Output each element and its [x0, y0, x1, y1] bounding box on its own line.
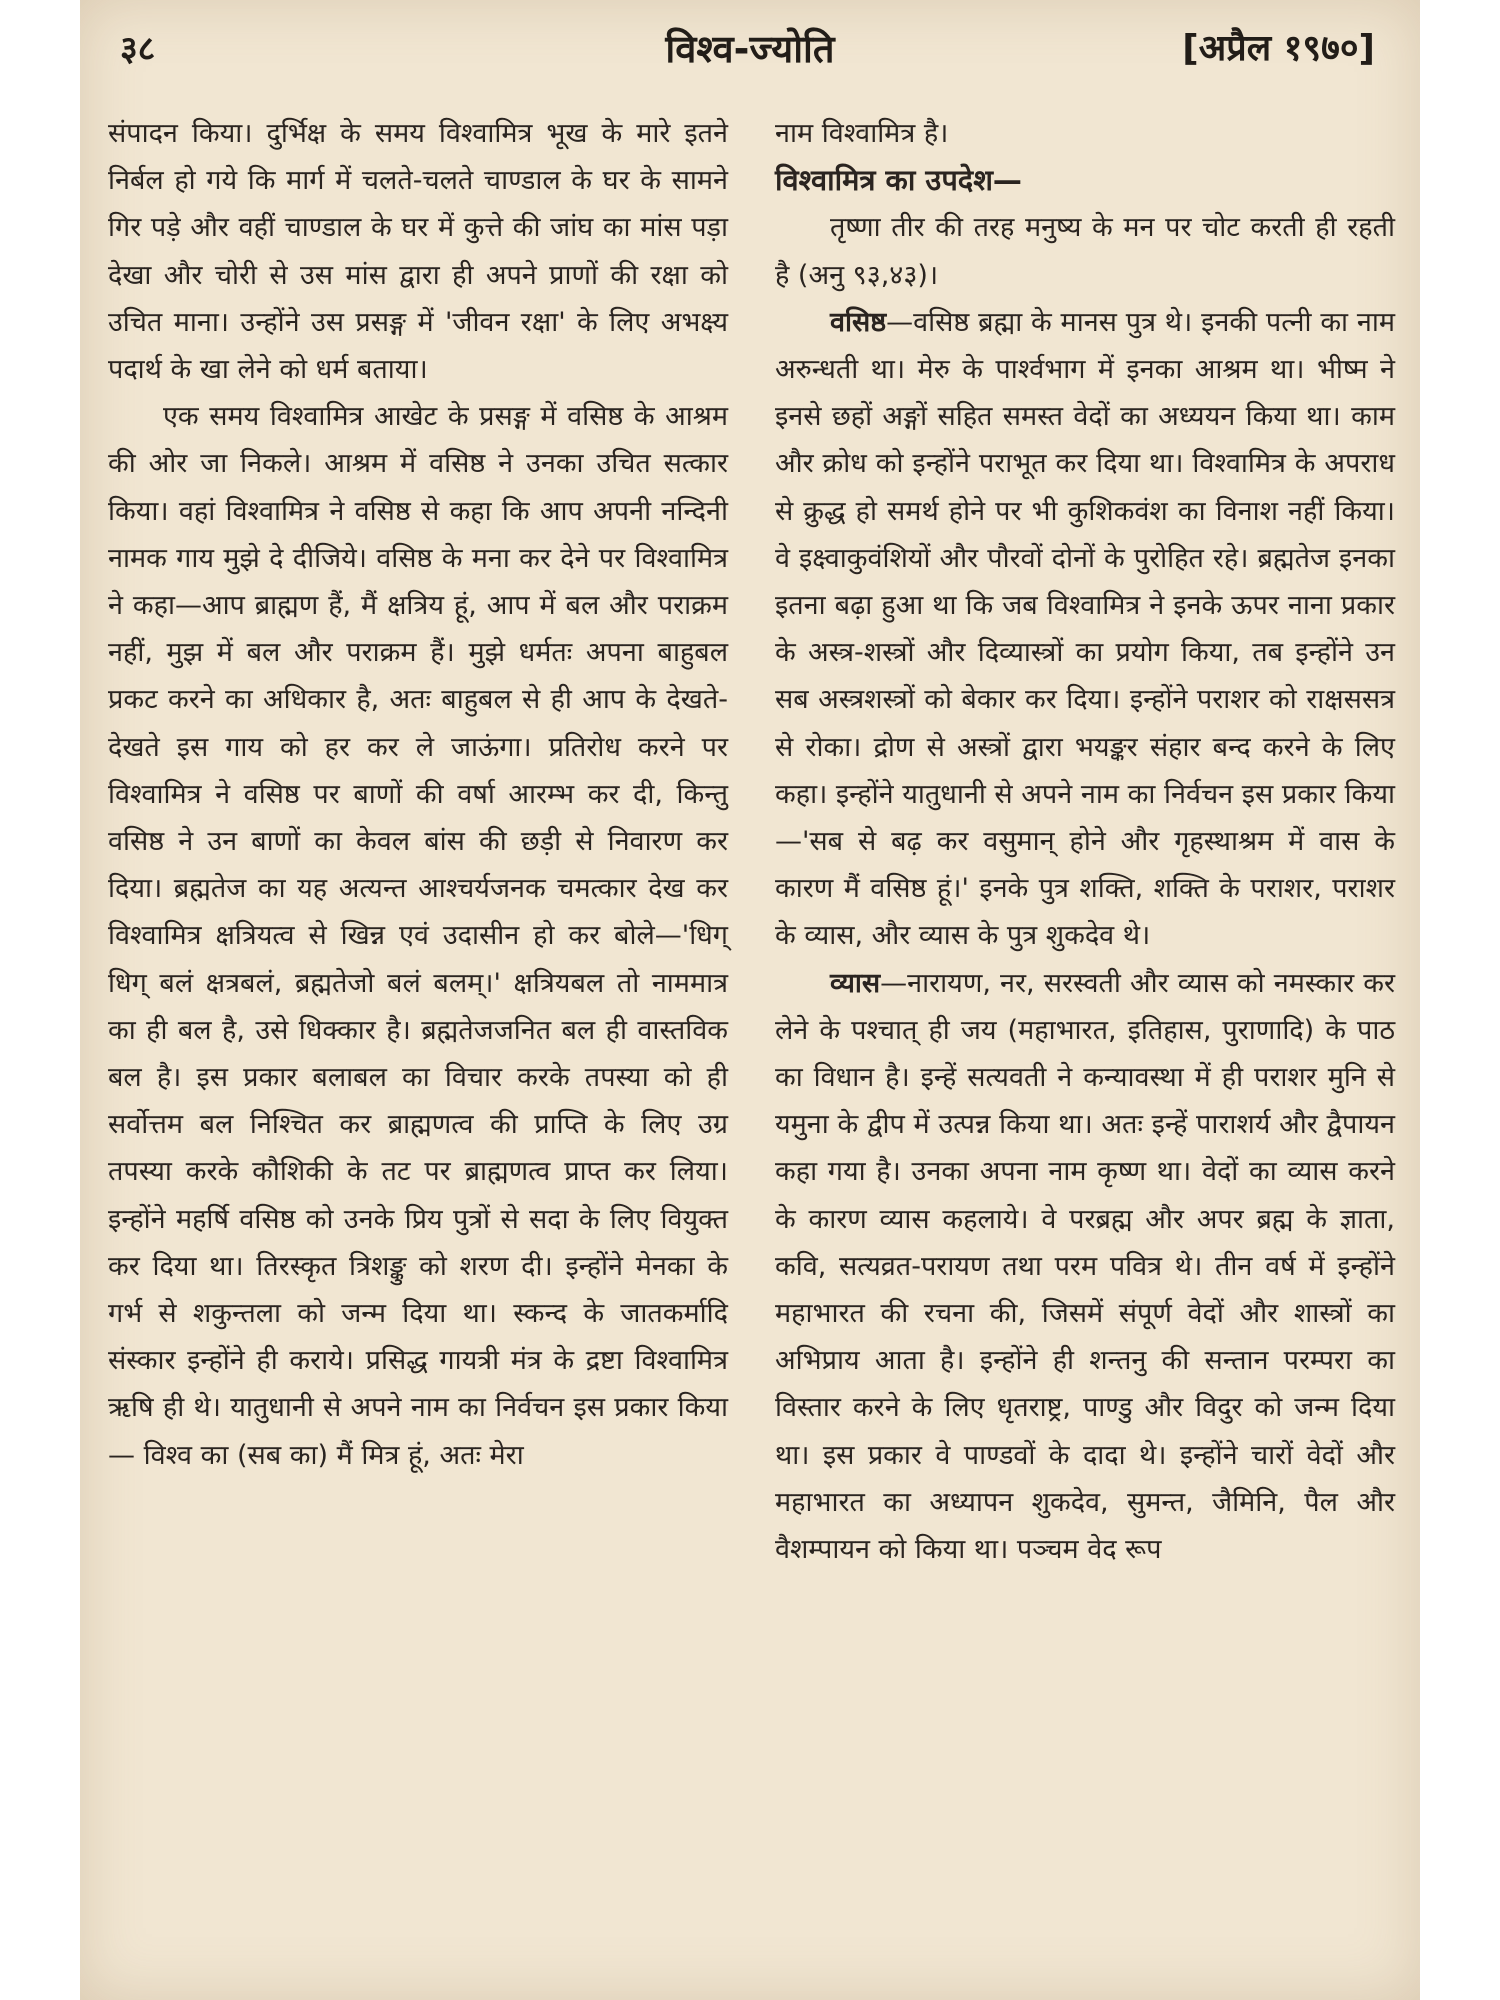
page-number: ३८ [120, 29, 156, 69]
left-paragraph: एक समय विश्वामित्र आखेट के प्रसङ्ग में वसिष्ठ के आश्रम की ओर जा निकले। आश्रम में वसिष्ठ ने उनका उचित सत्कार किया। वहां विश्वामित्र ने वसिष्ठ से कहा कि आप अपनी नन्दिनी नामक गाय मुझे दे दीजिये। वसिष्ठ के मना कर देने पर विश्वामित्र ने कहा—आप ब्राह्मण हैं, मैं क्षत्रिय हूं, आप में बल और पराक्रम नहीं, मुझ में बल और पराक्रम हैं। मुझे धर्मतः अपना बाहुबल प्रकट करने का अधिकार है, अतः बाहुबल से ही आप के देखते-देखते इस गाय को हर कर ले जाऊंगा। प्रतिरोध करने पर विश्वामित्र ने वसिष्ठ पर बाणों की वर्षा आरम्भ कर दी, किन्तु वसिष्ठ ने उन बाणों का केवल बांस की छड़ी से निवारण कर दिया। ब्रह्मतेज का यह अत्यन्त आश्चर्यजनक चमत्कार देख कर विश्वामित्र क्षत्रियत्व से खिन्न एवं उदासीन हो कर बोले—'धिग् धिग् बलं क्षत्रबलं, ब्रह्मतेजो बलं बलम्।' क्षत्रियबल तो नाममात्र का ही बल है, उसे धिक्कार है। ब्रह्मतेजजनित बल ही वास्तविक बल है। इस प्रकार बलाबल का विचार करके तपस्या को ही सर्वोत्तम बल निश्चित कर ब्राह्मणत्व की प्राप्ति के लिए उग्र तपस्या करके कौशिकी के तट पर ब्राह्मणत्व प्राप्त कर लिया। इन्होंने महर्षि वसिष्ठ को उनके प्रिय पुत्रों से सदा के लिए वियुक्त कर दिया था। तिरस्कृत त्रिशङ्कु को शरण दी। इन्होंने मेनका के गर्भ से शकुन्तला को जन्म दिया था। स्कन्द के जातकर्मादि संस्कार इन्होंने ही कराये। प्रसिद्ध गायत्री मंत्र के द्रष्टा विश्वामित्र ऋषि ही थे। यातुधानी से अपने नाम का निर्वचन इस प्रकार किया— विश्व का (सब का) मैं मित्र हूं, अतः मेरा [108, 401, 728, 1471]
vasishtha-paragraph [775, 299, 1395, 960]
right-paragraph: तृष्णा तीर की तरह मनुष्य के मन पर चोट करती ही रहती है (अनु ९३,४३)। [775, 212, 1395, 291]
vasishtha-term: वसिष्ठ [830, 306, 887, 338]
magazine-page [80, 0, 1420, 2000]
vyasa-term: व्यास [830, 967, 881, 999]
vasishtha-text: —वसिष्ठ ब्रह्मा के मानस पुत्र थे। इनकी पत्नी का नाम अरुन्धती था। मेरु के पार्श्वभाग में इनका आश्रम था। भीष्म ने इनसे छहों अङ्गों सहित समस्त वेदों का अध्ययन किया था। काम और क्रोध को इन्होंने पराभूत कर दिया था। विश्वामित्र के अपराध से क्रुद्ध हो समर्थ होने पर भी कुशिकवंश का विनाश नहीं किया। वे इक्ष्वाकुवंशियों और पौरवों दोनों के पुरोहित रहे। ब्रह्मतेज इनका इतना बढ़ा हुआ था कि जब विश्वामित्र ने इनके ऊपर नाना प्रकार के अस्त्र-शस्त्रों और दिव्यास्त्रों का प्रयोग किया, तब इन्होंने उन सब अस्त्रशस्त्रों को बेकार कर दिया। इन्होंने पराशर को राक्षससत्र से रोका। द्रोण से अस्त्रों द्वारा भयङ्कर संहार बन्द करने के लिए कहा। इन्होंने यातुधानी से अपने नाम का निर्वचन इस प्रकार किया—'सब से बढ़ कर वसुमान् होने और गृहस्थाश्रम में वास के कारण मैं वसिष्ठ हूं।' इनके पुत्र शक्ति, शक्ति के पराशर, पराशर के व्यास, और व्यास के पुत्र शुकदेव थे। [775, 306, 1395, 952]
left-column [108, 110, 728, 1479]
vyasa-text: —नारायण, नर, सरस्वती और व्यास को नमस्कार कर लेने के पश्चात् ही जय (महाभारत, इतिहास, पुराणादि) के पाठ का विधान है। इन्हें सत्यवती ने कन्यावस्था में ही पराशर मुनि से यमुना के द्वीप में उत्पन्न किया था। अतः इन्हें पाराशर्य और द्वैपायन कहा गया है। उनका अपना नाम कृष्ण था। वेदों का व्यास करने के कारण व्यास कहलाये। वे परब्रह्म और अपर ब्रह्म के ज्ञाता, कवि, सत्यव्रत-परायण तथा परम पवित्र थे। तीन वर्ष में इन्होंने महाभारत की रचना की, जिसमें संपूर्ण वेदों और शास्त्रों का अभिप्राय आता है। इन्होंने ही शन्तनु की सन्तान परम्परा का विस्तार करने के लिए धृतराष्ट्र, पाण्डु और विदुर को जन्म दिया था। इस प्रकार वे पाण्डवों के दादा थे। इन्होंने चारों वेदों और महाभारत का अध्यापन शुकदेव, सुमन्त, जैमिनि, पैल और वैशम्पायन को किया था। पञ्चम वेद रूप [775, 967, 1395, 1566]
vyasa-paragraph [775, 960, 1395, 1574]
magazine-title: विश्व-ज्योति [665, 27, 835, 71]
issue-date: [अप्रैल १९७०] [1182, 28, 1375, 69]
right-paragraph: नाम विश्वामित्र है। [775, 118, 949, 149]
left-paragraph: संपादन किया। दुर्भिक्ष के समय विश्वामित्र भूख के मारे इतने निर्बल हो गये कि मार्ग में चलते-चलते चाण्डाल के घर के सामने गिर पड़े और वहीं चाण्डाल के घर में कुत्ते की जांघ का मांस पड़ा देखा और चोरी से उस मांस द्वारा ही अपने प्राणों की रक्षा को उचित माना। उन्होंने उस प्रसङ्ग में 'जीवन रक्षा' के लिए अभक्ष्य पदार्थ के खा लेने को धर्म बताया। [108, 118, 728, 386]
right-column [775, 110, 1395, 1573]
section-heading: विश्वामित्र का उपदेश— [775, 163, 1022, 198]
page-header [80, 18, 1420, 78]
